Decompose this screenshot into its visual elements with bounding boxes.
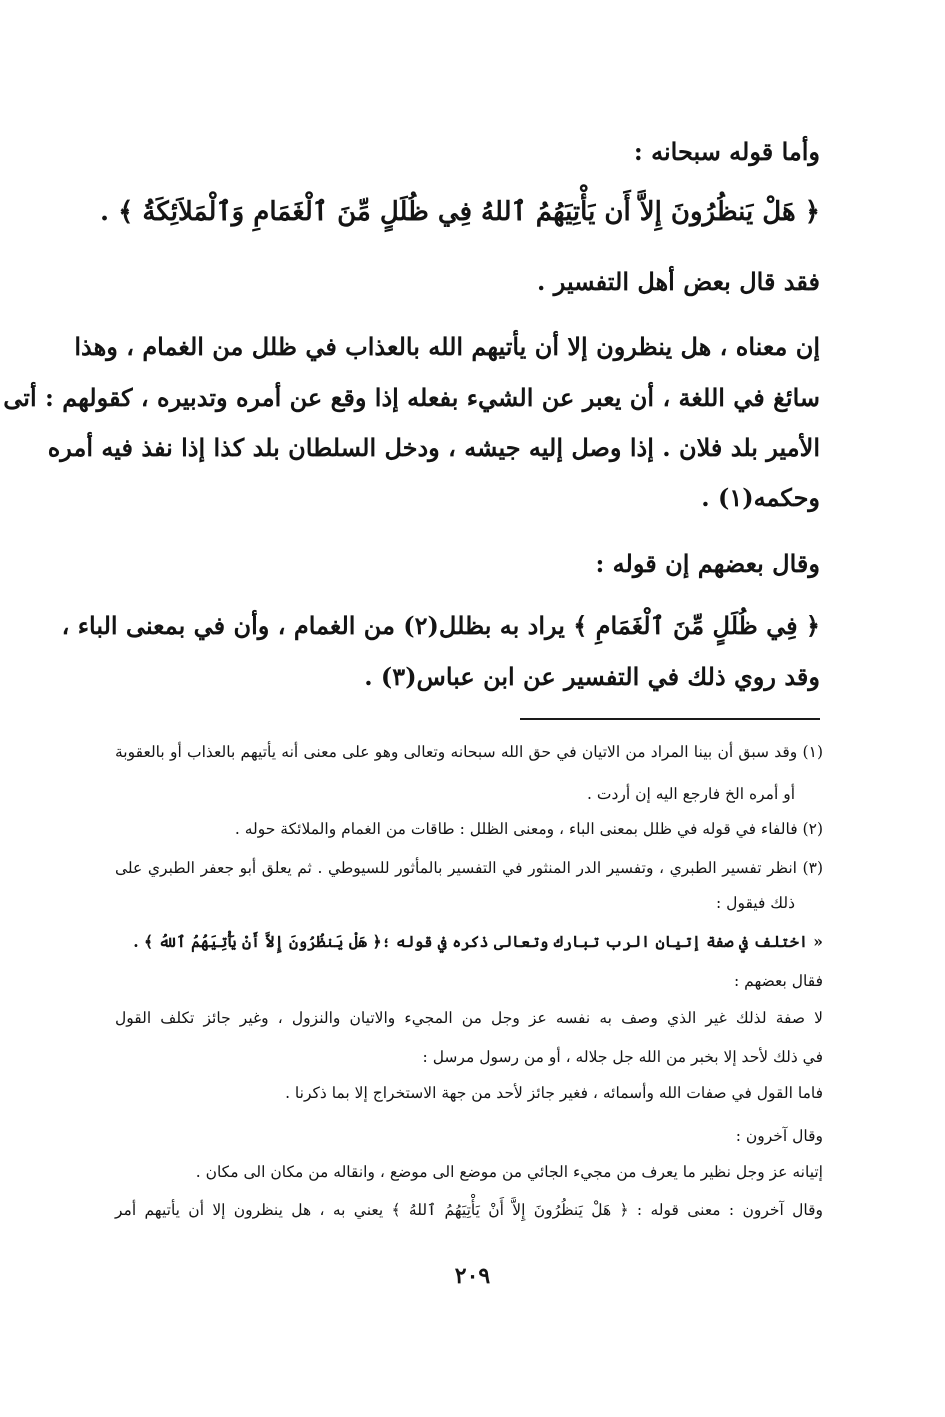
body-text-line: وحكمه(١) . [701,483,820,512]
section-intro-line: وأما قوله سبحانه : [633,137,820,166]
body-text-line: فقد قال بعض أهل التفسير . [537,267,820,296]
footnote-separator [520,718,820,720]
footnote-line: (٢) فالفاء في قوله في ظلل بمعنى الباء ، ومعنى الظلل : طاقات من الغمام والملائكة حوله . [234,820,823,838]
body-text-line: سائغ في اللغة ، أن يعبر عن الشيء بفعله إذا وقع عن أمره وتدبيره ، كقولهم : أتى [3,383,820,412]
footnote-line: أو أمره الخ فارجع اليه إن أردت . [587,785,795,803]
footnote-quote-line: « اختلف في صفة إتيان الرب تبارك وتعالى ذكره في قوله ؛﴿ هَلْ يَنظُرُونَ إِلاَّ أَنْ يَأْتِيَهُمُ ٱللهُ ﴾ . [133,932,823,951]
footnote-line: وقال آخرون : [735,1127,823,1145]
footnote-line: (٣) انظر تفسير الطبري ، وتفسير الدر المنثور في التفسير بالمأثور للسيوطي . ثم يعلق أبو جعفر الطبري على [115,859,823,877]
footnote-line: إتيانه عز وجل نظير ما يعرف من مجيء الجائي من موضع الى موضع ، وانقاله من مكان الى مكان . [195,1163,823,1181]
footnote-line: وقال آخرون : معنى قوله : ﴿ هَلْ يَنظُرُونَ إِلاَّ أَنْ يَأْتِيَهُمُ ٱللهُ ﴾ يعني به ، هل ينظرون إلا أن يأتيهم أمر [115,1201,823,1219]
quran-verse-line: ﴿ هَلْ يَنظُرُونَ إِلاَّ أَن يَأْتِيَهُمُ ٱللهُ فِي ظُلَلٍ مِّنَ ٱلْغَمَامِ وَٱلْمَلاَئِكَةُ ﴾ . [100,197,820,227]
body-text-line: وقال بعضهم إن قوله : [595,549,820,578]
footnote-line: فقال بعضهم : [733,972,823,990]
footnote-line: (١) وقد سبق أن بينا المراد من الاتيان في حق الله سبحانه وتعالى وهو على معنى أنه يأتيهم بالعذاب أو بالعقوبة [115,743,823,761]
footnote-line: في ذلك لأحد إلا بخبر من الله جل جلاله ، أو من رسول مرسل : [422,1048,823,1066]
footnote-line: لا صفة لذلك غير الذي وصف به نفسه عز وجل من المجيء والاتيان والنزول ، وغير جائز تكلف القول [115,1009,823,1027]
body-text-line: الأمير بلد فلان . إذا وصل إليه جيشه ، ودخل السلطان بلد كذا إذا نفذ فيه أمره [47,433,820,462]
body-text-line: إن معناه ، هل ينظرون إلا أن يأتيهم الله بالعذاب في ظلل من الغمام ، وهذا [74,332,820,361]
footnote-line: فاما القول في صفات الله وأسمائه ، فغير جائز لأحد من جهة الاستخراج إلا بما ذكرنا . [285,1084,823,1102]
footnote-line: ذلك فيقول : [716,894,795,912]
body-text-line: وقد روي ذلك في التفسير عن ابن عباس(٣) . [364,662,820,691]
body-text-line: ﴿ فِي ظُلَلٍ مِّنَ ٱلْغَمَامِ ﴾ يراد به بظلل(٢) من الغمام ، وأن في بمعنى الباء ، [61,611,820,640]
page-number: ٢٠٩ [454,1263,491,1289]
